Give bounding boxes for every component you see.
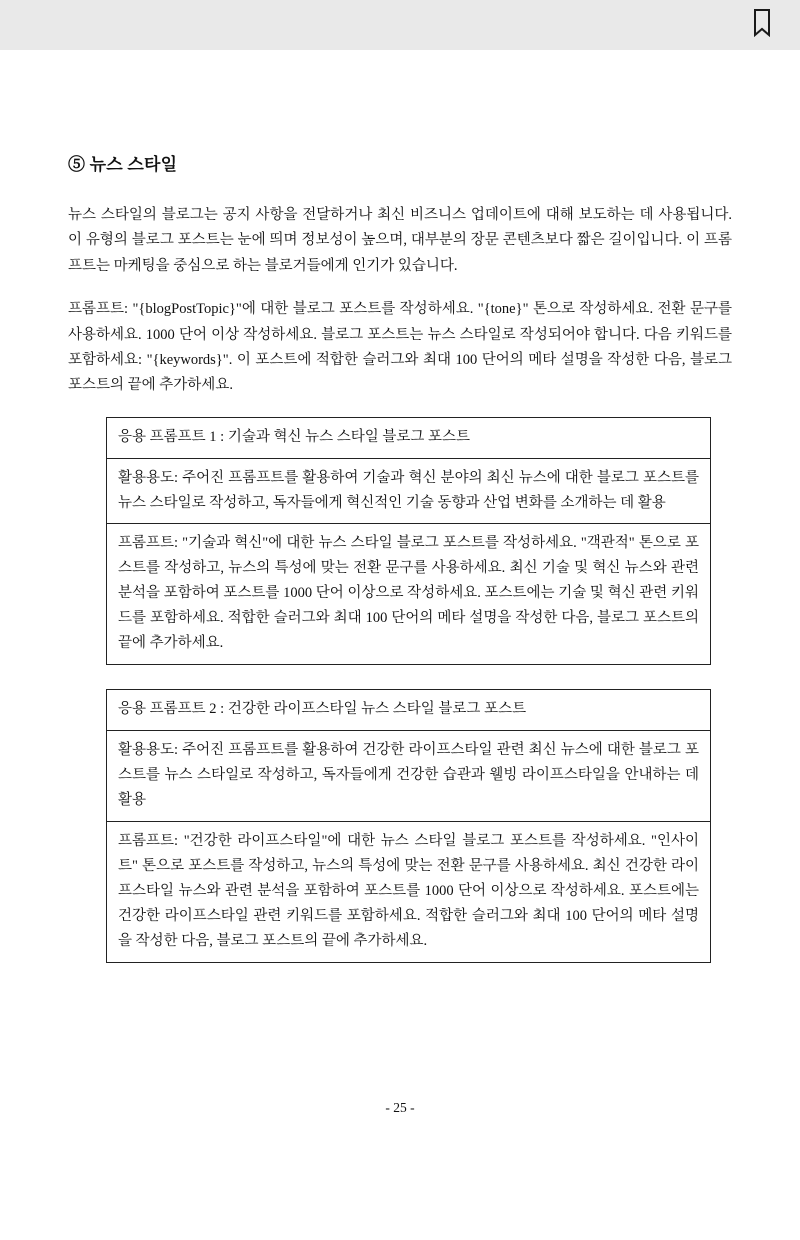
prompt-box-2-prompt: 프롬프트: "건강한 라이프스타일"에 대한 뉴스 스타일 블로그 포스트를 작성하세요. "인사이트" 톤으로 포스트를 작성하고, 뉴스의 특성에 맞는 전환 문구를 사용하세요. 최신 건강한 라이프스타일 뉴스와 관련 분석을 포함하여 포스트를 1000 단어 이상으로 작성하세요. 포스트에는 건강한 라이프스타일 관련 키워드를 포함하세요. 적합한 슬러그와 최대 100 단어의 메타 설명을 작성한 다음, 블로그 포스트의 끝에 추가하세요. (107, 821, 710, 962)
page-title: ⑤ 뉴스 스타일 (68, 155, 178, 174)
prompt-box-1 (106, 417, 711, 666)
prompt-box-1-title: 응용 프롬프트 1 : 기술과 혁신 뉴스 스타일 블로그 포스트 (118, 428, 471, 445)
prompt-box-1-usage: 활용용도: 주어진 프롬프트를 활용하여 기술과 혁신 분야의 최신 뉴스에 대한 블로그 포스트를 뉴스 스타일로 작성하고, 독자들에게 혁신적인 기술 동향과 산업 변화를 소개하는 데 활용 (107, 458, 710, 524)
page-number: - 25 - (385, 1100, 415, 1115)
document-page (0, 50, 800, 1240)
paragraph-intro: 뉴스 스타일의 블로그는 공지 사항을 전달하거나 최신 비즈니스 업데이트에 대해 보도하는 데 사용됩니다. 이 유형의 블로그 포스트는 눈에 띄며 정보성이 높으며, 대부분의 장문 콘텐츠보다 짧은 길이입니다. 이 프롬프트는 마케팅을 중심으로 하는 블로거들에게 인기가 있습니다. (68, 207, 732, 274)
prompt-box-1-prompt: 프롬프트: "기술과 혁신"에 대한 뉴스 스타일 블로그 포스트를 작성하세요. "객관적" 톤으로 포스트를 작성하고, 뉴스의 특성에 맞는 전환 문구를 사용하세요. 최신 기술 및 혁신 뉴스와 관련 분석을 포함하여 포스트를 1000 단어 이상으로 작성하세요. 포스트에는 기술 및 혁신 관련 키워드를 포함하세요. 적합한 슬러그와 최대 100 단어의 메타 설명을 작성한 다음, 블로그 포스트의 끝에 추가하세요. (107, 523, 710, 664)
bookmark-icon[interactable] (752, 9, 772, 37)
viewer-toolbar (0, 0, 800, 50)
prompt-box-2 (106, 689, 711, 962)
prompt-box-2-usage: 활용용도: 주어진 프롬프트를 활용하여 건강한 라이프스타일 관련 최신 뉴스에 대한 블로그 포스트를 뉴스 스타일로 작성하고, 독자들에게 건강한 습관과 웰빙 라이프스타일을 안내하는 데 활용 (107, 730, 710, 821)
page-content (68, 150, 732, 987)
prompt-box-2-title: 응용 프롬프트 2 : 건강한 라이프스타일 뉴스 스타일 블로그 포스트 (118, 701, 527, 718)
paragraph-prompt: 프롬프트: "{blogPostTopic}"에 대한 블로그 포스트를 작성하세요. "{tone}" 톤으로 작성하세요. 전환 문구를 사용하세요. 1000 단어 이상 작성하세요. 블로그 포스트는 뉴스 스타일로 작성되어야 합니다. 다음 키워드를 포함하세요: "{keywords}". 이 포스트에 적합한 슬러그와 최대 100 단어의 메타 설명을 작성한 다음, 블로그 포스트의 끝에 추가하세요. (68, 301, 732, 394)
